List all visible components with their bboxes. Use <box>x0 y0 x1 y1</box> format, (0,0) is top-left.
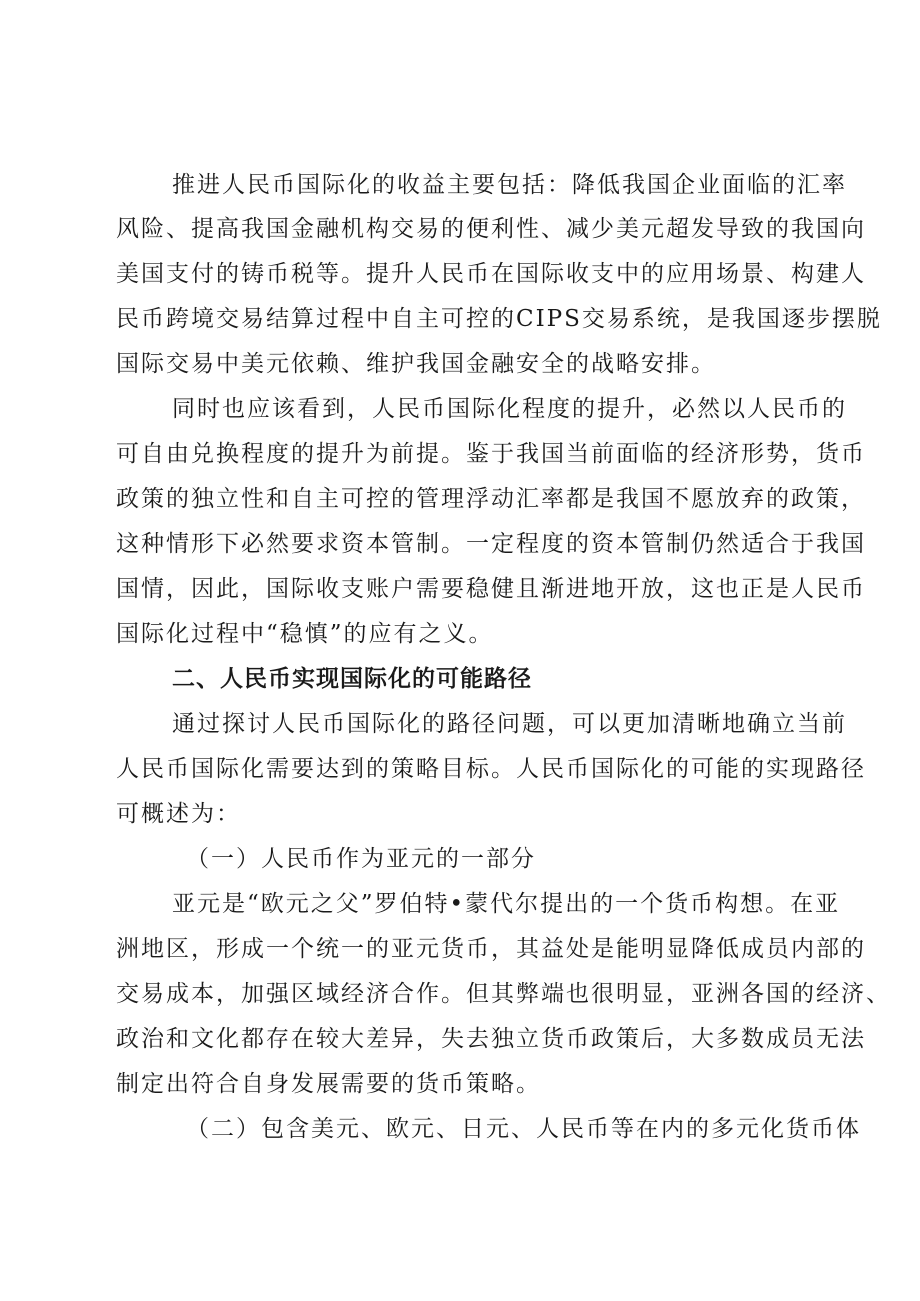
paragraph-2-line-3: 政策的独立性和自主可控的管理浮动汇率都是我国不愿放弃的政策， <box>116 486 866 512</box>
paragraph-2-line-1: 同时也应该看到，人民币国际化程度的提升，必然以人民币的 <box>172 396 847 422</box>
paragraph-4-line-1: 亚元是“欧元之父”罗伯特•蒙代尔提出的一个货币构想。在亚 <box>172 891 841 917</box>
subheading-1: （一）人民币作为亚元的一部分 <box>186 846 536 872</box>
paragraph-4-line-2: 洲地区，形成一个统一的亚元货币，其益处是能明显降低成员内部的 <box>116 936 866 962</box>
paragraph-1-line-3: 美国支付的铸币税等。提升人民币在国际收支中的应用场景、构建人 <box>116 261 866 287</box>
paragraph-4-line-4: 政治和文化都存在较大差异，失去独立货币政策后，大多数成员无法 <box>116 1026 866 1052</box>
paragraph-2-line-6: 国际化过程中“稳慎”的应有之义。 <box>116 621 494 647</box>
section-heading: 二、人民币实现国际化的可能路径 <box>172 666 532 692</box>
paragraph-1-line-2: 风险、提高我国金融机构交易的便利性、减少美元超发导致的我国向 <box>116 216 866 242</box>
paragraph-4-line-3: 交易成本，加强区域经济合作。但其弊端也很明显，亚洲各国的经济、 <box>116 981 891 1007</box>
paragraph-4-line-5: 制定出符合自身发展需要的货币策略。 <box>116 1071 541 1097</box>
paragraph-1-line-1: 推进人民币国际化的收益主要包括：降低我国企业面临的汇率 <box>172 172 847 198</box>
paragraph-1-line-5: 国际交易中美元依赖、维护我国金融安全的战略安排。 <box>116 351 716 377</box>
paragraph-3-line-2: 人民币国际化需要达到的策略目标。人民币国际化的可能的实现路径 <box>116 756 866 782</box>
paragraph-3-line-3: 可概述为： <box>116 801 241 827</box>
paragraph-3-line-1: 通过探讨人民币国际化的路径问题，可以更加清晰地确立当前 <box>172 711 847 737</box>
paragraph-2-line-2: 可自由兑换程度的提升为前提。鉴于我国当前面临的经济形势，货币 <box>116 441 866 467</box>
paragraph-2-line-4: 这种情形下必然要求资本管制。一定程度的资本管制仍然适合于我国 <box>116 531 866 557</box>
paragraph-1-line-4: 民币跨境交易结算过程中自主可控的CIPS交易系统，是我国逐步摆脱 <box>116 306 882 332</box>
subheading-2: （二）包含美元、欧元、日元、人民币等在内的多元化货币体 <box>186 1116 861 1142</box>
paragraph-2-line-5: 国情，因此，国际收支账户需要稳健且渐进地开放，这也正是人民币 <box>116 576 866 602</box>
